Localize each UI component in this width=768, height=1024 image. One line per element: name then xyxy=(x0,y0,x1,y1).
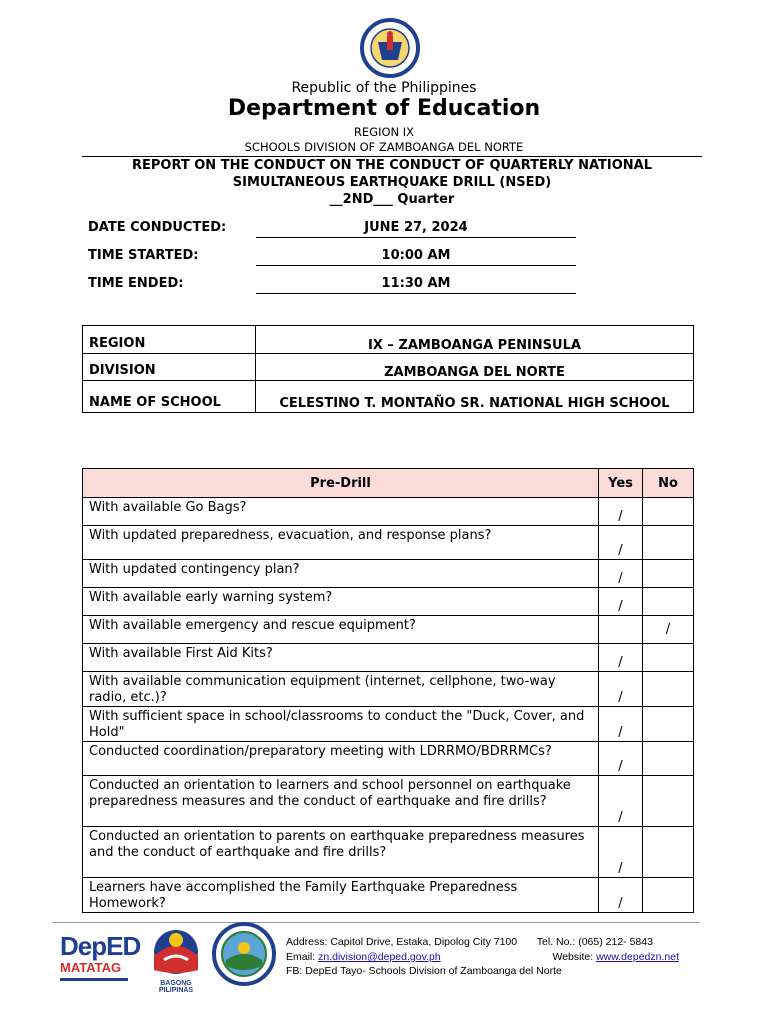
report-title-line1: REPORT ON THE CONDUCT ON THE CONDUCT OF QUARTERLY NATIONAL xyxy=(131,158,653,173)
address-line xyxy=(286,936,653,948)
table-row xyxy=(83,644,694,672)
region-label: REGION xyxy=(83,326,256,354)
date-label: DATE CONDUCTED: xyxy=(88,220,227,235)
no-cell[interactable] xyxy=(643,526,694,560)
no-header: No xyxy=(643,469,694,498)
no-cell[interactable] xyxy=(643,644,694,672)
table-row xyxy=(83,776,694,827)
republic-text: Republic of the Philippines xyxy=(291,80,477,96)
division-label: DIVISION xyxy=(83,354,256,381)
school-info-table xyxy=(82,325,694,413)
deped-matatag-logo xyxy=(60,931,141,988)
question-cell: With available emergency and rescue equipment? xyxy=(83,616,599,644)
table-row xyxy=(83,672,694,707)
question-cell: With available early warning system? xyxy=(83,588,599,616)
table-row xyxy=(83,560,694,588)
yes-cell[interactable]: / xyxy=(599,526,643,560)
yes-header: Yes xyxy=(599,469,643,498)
yes-cell[interactable]: / xyxy=(599,707,643,742)
table-row xyxy=(83,878,694,913)
pre-drill-table xyxy=(82,468,694,913)
yes-cell[interactable]: / xyxy=(599,498,643,526)
yes-cell[interactable]: / xyxy=(599,827,643,878)
no-cell[interactable] xyxy=(643,776,694,827)
start-time-value[interactable]: 10:00 AM xyxy=(256,248,576,266)
start-time-label: TIME STARTED: xyxy=(88,248,199,263)
email-label: Email: xyxy=(286,951,316,963)
website-link[interactable]: www.depedzn.net xyxy=(596,951,679,963)
date-value[interactable]: JUNE 27, 2024 xyxy=(256,220,576,238)
table-row xyxy=(83,588,694,616)
email-link[interactable]: zn.division@deped.gov.ph xyxy=(318,951,441,963)
table-row xyxy=(83,498,694,526)
no-cell[interactable] xyxy=(643,707,694,742)
deped-seal-icon xyxy=(352,18,428,78)
footer-divider xyxy=(52,922,700,923)
no-cell[interactable] xyxy=(643,827,694,878)
sdo-seal-icon xyxy=(212,922,276,986)
end-time-label: TIME ENDED: xyxy=(88,276,184,291)
table-row xyxy=(83,354,694,381)
bagong-pilipinas-text: BAGONG PILIPINAS xyxy=(158,980,194,994)
table-row xyxy=(83,742,694,776)
table-row xyxy=(83,326,694,354)
matatag-text: MATATAG xyxy=(60,960,122,975)
table-row xyxy=(83,827,694,878)
department-title: Department of Education xyxy=(227,96,541,121)
fb-line: FB: DepEd Tayo- Schools Division of Zamboanga del Norte xyxy=(286,965,562,977)
report-quarter: __2ND___ Quarter xyxy=(329,192,455,207)
region-value[interactable]: IX – ZAMBOANGA PENINSULA xyxy=(256,326,694,354)
header-divider xyxy=(82,156,702,157)
yes-cell[interactable]: / xyxy=(599,672,643,707)
table-row xyxy=(83,381,694,413)
question-cell: With updated contingency plan? xyxy=(83,560,599,588)
question-cell: Conducted an orientation to parents on earthquake preparedness measures and the conduct of earthquake and fire drills? xyxy=(83,827,599,878)
yes-cell[interactable]: / xyxy=(599,776,643,827)
yes-cell[interactable]: / xyxy=(599,878,643,913)
question-cell: With sufficient space in school/classrooms to conduct the "Duck, Cover, and Hold" xyxy=(83,707,599,742)
question-cell: Learners have accomplished the Family Earthquake Preparedness Homework? xyxy=(83,878,599,913)
question-cell: Conducted coordination/preparatory meeting with LDRRMO/BDRRMCs? xyxy=(83,742,599,776)
no-cell[interactable] xyxy=(643,742,694,776)
table-row xyxy=(83,707,694,742)
question-cell: With updated preparedness, evacuation, and response plans? xyxy=(83,526,599,560)
tel-label: Tel. No.: xyxy=(536,936,576,948)
region-text: REGION IX xyxy=(353,125,415,139)
pre-drill-header: Pre-Drill xyxy=(83,469,599,498)
report-title-line2: SIMULTANEOUS EARTHQUAKE DRILL (NSED) xyxy=(232,175,552,190)
website-label: Website: xyxy=(552,951,594,963)
yes-cell[interactable]: / xyxy=(599,644,643,672)
no-cell[interactable] xyxy=(643,498,694,526)
division-value[interactable]: ZAMBOANGA DEL NORTE xyxy=(256,354,694,381)
yes-cell[interactable]: / xyxy=(599,742,643,776)
no-cell[interactable] xyxy=(643,588,694,616)
address-label: Address: xyxy=(286,936,328,948)
no-cell[interactable]: / xyxy=(643,616,694,644)
yes-cell[interactable] xyxy=(599,616,643,644)
no-cell[interactable] xyxy=(643,560,694,588)
school-name-value[interactable]: CELESTINO T. MONTAÑO SR. NATIONAL HIGH SCHOOL xyxy=(256,381,694,413)
matatag-tagline xyxy=(60,978,128,981)
yes-cell[interactable]: / xyxy=(599,560,643,588)
bagong-pilipinas-logo xyxy=(144,926,208,994)
tel-value: (065) 212- 5843 xyxy=(578,936,653,948)
question-cell: With available communication equipment (internet, cellphone, two-way radio, etc.)? xyxy=(83,672,599,707)
address-value: Capitol Drive, Estaka, Dipolog City 7100 xyxy=(330,936,518,948)
question-cell: With available Go Bags? xyxy=(83,498,599,526)
bagong-pilipinas-icon xyxy=(144,926,208,976)
yes-cell[interactable]: / xyxy=(599,588,643,616)
question-cell: With available First Aid Kits? xyxy=(83,644,599,672)
no-cell[interactable] xyxy=(643,878,694,913)
deped-logo-text: DepED xyxy=(60,931,141,961)
end-time-value[interactable]: 11:30 AM xyxy=(256,276,576,294)
no-cell[interactable] xyxy=(643,672,694,707)
table-row xyxy=(83,616,694,644)
division-text: SCHOOLS DIVISION OF ZAMBOANGA DEL NORTE xyxy=(244,140,524,154)
table-row xyxy=(83,526,694,560)
school-name-label: NAME OF SCHOOL xyxy=(83,381,256,413)
email-line xyxy=(286,951,679,963)
question-cell: Conducted an orientation to learners and school personnel on earthquake preparedness measures and the conduct of earthquake and fire drills? xyxy=(83,776,599,827)
